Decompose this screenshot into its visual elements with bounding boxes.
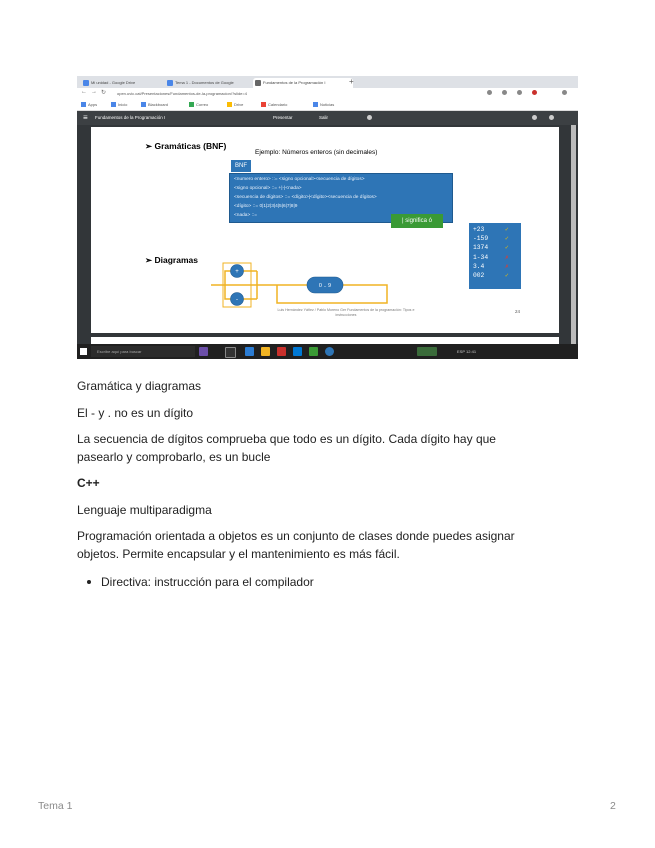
bnf-line: <dígito> ::= 0|1|2|3|4|5|6|7|8|9 (234, 204, 298, 209)
bookmark[interactable]: Noticias (313, 102, 334, 107)
bnf-line: <nada> ::= (234, 213, 258, 218)
presentation-title: Fundamentos de la Programación I (95, 115, 166, 120)
app-icon[interactable] (199, 347, 208, 356)
doc-paragraph: El - y . no es un dígito (77, 406, 194, 420)
forward-icon[interactable]: → (91, 89, 97, 95)
slide-caption: Luis Hernández Yáñez / Pablo Moreno Ger Fundamentos de la programación: Tipos e instrucciones (277, 308, 415, 317)
extension-icon[interactable] (502, 90, 507, 95)
plus-label: + (235, 269, 239, 275)
page-icon (255, 80, 261, 86)
bookmark[interactable]: Apps (81, 102, 97, 107)
doc-heading: C++ (77, 476, 100, 490)
exit-button[interactable]: Salir (319, 115, 329, 120)
taskbar-search[interactable]: Escribe aquí para buscar (91, 346, 195, 357)
task-view-icon[interactable] (225, 347, 236, 358)
folder-icon[interactable] (261, 347, 270, 356)
drive-icon (83, 80, 89, 86)
doc-paragraph: Programación orientada a objetos es un conjunto de clases donde puedes asignar (77, 529, 515, 543)
slides-toolbar (77, 111, 578, 125)
example-row: -159 ✓ (473, 235, 509, 243)
footer-page-number: 2 (610, 800, 616, 812)
embedded-screenshot (77, 76, 578, 359)
cross-icon: ✗ (505, 253, 509, 261)
example-row: 1374 ✓ (473, 244, 509, 252)
extension-icon[interactable] (517, 90, 522, 95)
start-icon[interactable] (80, 348, 87, 355)
app-icon[interactable] (417, 347, 437, 356)
bnf-line: <secuencia de dígitos> ::= <dígito>|<dígito><secuencia de dígitos> (234, 195, 377, 200)
check-icon: ✓ (505, 272, 509, 280)
browser-tab-active[interactable]: Fundamentos de la Programación I (253, 78, 353, 88)
app-icon[interactable] (245, 347, 254, 356)
browser-tab-strip (77, 76, 578, 88)
app-icon[interactable] (309, 347, 318, 356)
menu-icon[interactable] (562, 90, 567, 95)
doc-paragraph: La secuencia de dígitos comprueba que todo es un dígito. Cada dígito hay que (77, 432, 496, 446)
bullet-item: Directiva: instrucción para el compilador (87, 574, 314, 591)
example-row: 002 ✓ (473, 272, 509, 280)
slide-heading-grammar: ➢ Gramáticas (BNF) (145, 141, 227, 151)
bnf-line: <signo opcional> ::= +|-|<nada> (234, 186, 302, 191)
bookmark[interactable]: Blackboard (141, 102, 168, 107)
system-tray: ESP 12:41 (457, 349, 477, 354)
chrome-icon[interactable] (325, 347, 334, 356)
present-button[interactable]: Presentar (273, 115, 293, 120)
bnf-tag: BNF (231, 160, 251, 172)
syntax-diagram (211, 259, 391, 309)
docs-icon (167, 80, 173, 86)
address-bar (77, 88, 578, 100)
cross-icon: ✗ (505, 262, 509, 270)
bookmarks-bar (77, 100, 578, 111)
extension-icon[interactable] (487, 90, 492, 95)
check-icon: ✓ (505, 244, 509, 252)
browser-tab[interactable]: Tema 1 - Documentos de Google (165, 78, 259, 88)
settings-icon[interactable] (532, 115, 537, 120)
examples-box (469, 223, 521, 289)
bullet-icon (87, 580, 91, 584)
check-icon: ✓ (505, 235, 509, 243)
doc-paragraph: objetos. Permite encapsular y el mantenimiento es más fácil. (77, 547, 400, 561)
example-row: 3.4 ✗ (473, 262, 509, 270)
digits-label: 0 .. 9 (318, 283, 332, 289)
app-icon[interactable] (293, 347, 302, 356)
back-icon[interactable]: ← (81, 89, 87, 95)
doc-paragraph: pasearlo y comprobarlo, es un bucle (77, 450, 271, 464)
bnf-line: <numero entero> ::= <signo opcional><secuencia de dígitos> (234, 177, 365, 182)
bookmark[interactable]: Calendario (261, 102, 287, 107)
slide-page-number: 24 (515, 309, 521, 314)
more-icon[interactable] (549, 115, 554, 120)
footer-left: Tema 1 (38, 800, 73, 812)
fullscreen-icon[interactable] (367, 115, 372, 120)
doc-paragraph: Lenguaje multiparadigma (77, 503, 212, 517)
example-title: Ejemplo: Números enteros (sin decimales) (255, 149, 378, 156)
diagram-edge (225, 285, 231, 299)
slide-viewport (77, 125, 578, 344)
check-icon: ✓ (505, 226, 509, 233)
new-tab-button[interactable]: + (349, 77, 354, 86)
scrollbar[interactable] (571, 125, 576, 344)
minus-label: - (236, 297, 238, 303)
significa-note: | significa ó (391, 214, 443, 228)
slide-heading-diagrams: ➢ Diagramas (145, 255, 198, 265)
reload-icon[interactable]: ↻ (101, 90, 107, 96)
hamburger-icon[interactable]: ≡ (83, 113, 88, 122)
url-field[interactable]: open.uvic.cat/Presentaciones/Fundamentos-de-la-programacion/?slide=4 (117, 91, 247, 96)
bookmark[interactable]: Inicio (111, 102, 127, 107)
app-icon[interactable] (277, 347, 286, 356)
example-row: +23 ✓ (473, 226, 509, 233)
bookmark[interactable]: Drive (227, 102, 243, 107)
browser-tab[interactable]: Mi unidad - Google Drive (81, 78, 171, 88)
example-row: 1-34 ✗ (473, 253, 509, 261)
windows-taskbar (77, 344, 578, 359)
slide (91, 127, 559, 333)
profile-icon[interactable] (532, 90, 537, 95)
bookmark[interactable]: Correo (189, 102, 208, 107)
doc-paragraph: Gramática y diagramas (77, 379, 202, 393)
diagram-edge (225, 271, 231, 285)
